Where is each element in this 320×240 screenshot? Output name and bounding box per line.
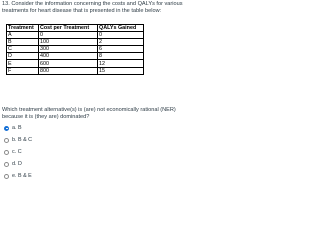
cell-qalys: 12 bbox=[98, 60, 144, 67]
option-label: d. D bbox=[12, 161, 22, 167]
cell-treatment: A bbox=[7, 32, 39, 39]
header-cost: Cost per Treatment bbox=[39, 25, 98, 32]
cell-cost: 100 bbox=[39, 39, 98, 46]
radio-button[interactable] bbox=[4, 162, 9, 167]
table-row bbox=[7, 46, 144, 53]
cell-treatment: D bbox=[7, 53, 39, 60]
radio-button[interactable] bbox=[4, 174, 9, 179]
table-row bbox=[7, 53, 144, 60]
header-treatment: Treatment bbox=[7, 25, 39, 32]
radio-button[interactable] bbox=[4, 126, 9, 131]
table-row bbox=[7, 39, 144, 46]
cell-qalys: 15 bbox=[98, 67, 144, 74]
cell-cost: 0 bbox=[39, 32, 98, 39]
option-label: c. C bbox=[12, 149, 22, 155]
option-e[interactable] bbox=[4, 170, 32, 182]
cell-qalys: 0 bbox=[98, 32, 144, 39]
table-header-row bbox=[7, 25, 144, 32]
cell-qalys: 8 bbox=[98, 53, 144, 60]
option-a[interactable] bbox=[4, 122, 32, 134]
option-label: e. B & E bbox=[12, 173, 32, 179]
answer-options bbox=[4, 122, 32, 182]
option-b[interactable] bbox=[4, 134, 32, 146]
question-text: 13. Consider the information concerning the costs and QALYs for various treatments for heart disease that is presented in the table below: bbox=[2, 1, 183, 14]
table-row bbox=[7, 67, 144, 74]
table-row bbox=[7, 60, 144, 67]
cell-treatment: E bbox=[7, 60, 39, 67]
radio-button[interactable] bbox=[4, 138, 9, 143]
cell-qalys: 2 bbox=[98, 39, 144, 46]
cell-treatment: C bbox=[7, 46, 39, 53]
option-label: a. B bbox=[12, 125, 22, 131]
cell-cost: 300 bbox=[39, 46, 98, 53]
option-c[interactable] bbox=[4, 146, 32, 158]
radio-button[interactable] bbox=[4, 150, 9, 155]
option-label: b. B & C bbox=[12, 137, 33, 143]
cell-cost: 600 bbox=[39, 60, 98, 67]
cost-qaly-table bbox=[6, 24, 144, 75]
option-d[interactable] bbox=[4, 158, 32, 170]
cell-cost: 800 bbox=[39, 67, 98, 74]
table-row bbox=[7, 32, 144, 39]
cell-treatment: F bbox=[7, 67, 39, 74]
cell-treatment: B bbox=[7, 39, 39, 46]
question-prompt: Which treatment alternative(s) is (are) not economically rational (NER) because it is (they are) dominated? bbox=[2, 107, 176, 120]
header-qalys: QALYs Gained bbox=[98, 25, 144, 32]
cell-cost: 400 bbox=[39, 53, 98, 60]
cell-qalys: 6 bbox=[98, 46, 144, 53]
